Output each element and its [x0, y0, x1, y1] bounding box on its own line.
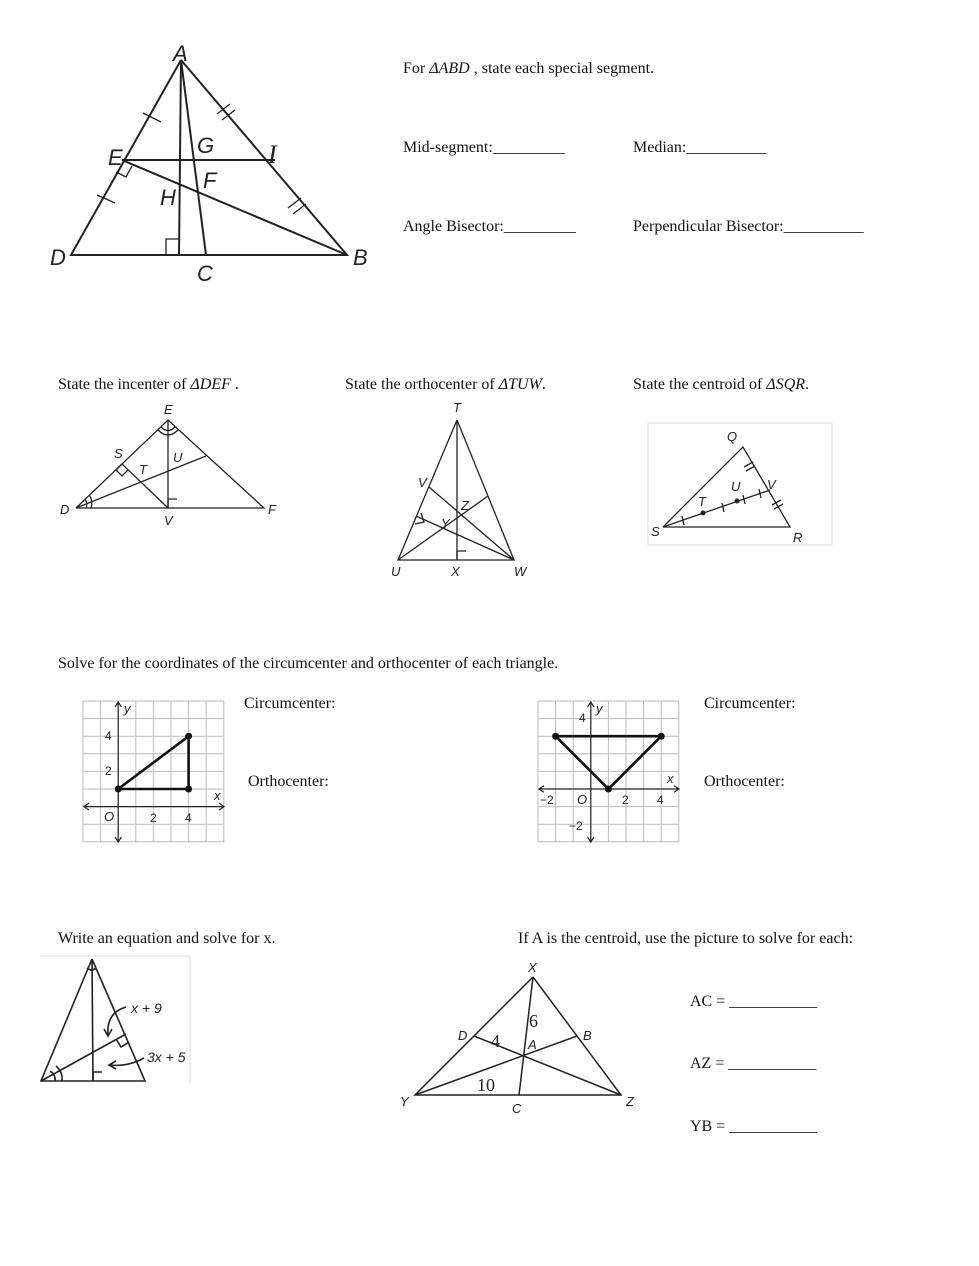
- bisector-equation-figure: [38, 955, 198, 1090]
- figure-label: V: [418, 475, 427, 490]
- figure-label: D: [60, 502, 70, 517]
- orthocenter-prompt: State the orthocenter of ΔTUW.: [345, 376, 546, 393]
- figure-label: y: [596, 701, 603, 716]
- figure-label: 4: [579, 711, 586, 725]
- triangle-def-figure: [55, 398, 285, 528]
- orthocenter-label-2: Orthocenter:: [704, 773, 785, 790]
- figure-label: 2: [150, 811, 157, 825]
- incenter-prompt: State the incenter of ΔDEF .: [58, 376, 239, 393]
- figure-label: y: [124, 701, 131, 716]
- coordinate-graph-1: [82, 700, 227, 845]
- figure-label: T: [139, 462, 147, 477]
- label-f: F: [203, 168, 217, 193]
- label-a: A: [173, 41, 188, 66]
- angle-bisector-blank[interactable]: Angle Bisector:_________: [403, 218, 576, 235]
- figure-label: X: [451, 564, 460, 579]
- figure-label: X: [528, 960, 537, 975]
- figure-label: S: [114, 446, 123, 461]
- figure-label: S: [651, 524, 660, 539]
- triangle-abd-figure: [40, 35, 380, 285]
- expr-3x-plus-5: 3x + 5: [147, 1049, 186, 1065]
- figure-label: 4: [657, 793, 664, 807]
- figure-label: −2: [569, 819, 583, 833]
- centroid-solve-prompt: If A is the centroid, use the picture to solve for each:: [518, 930, 854, 947]
- point-t: [701, 511, 706, 516]
- figure-label: V: [164, 513, 173, 528]
- figure-label: T: [453, 400, 461, 415]
- orthocenter-label-1: Orthocenter:: [248, 773, 329, 790]
- figure-label: 2: [105, 764, 112, 778]
- figure-label: C: [512, 1101, 522, 1116]
- label-c: C: [197, 261, 213, 286]
- triangle-tuw-figure: [385, 398, 545, 583]
- answer-az[interactable]: AZ = ___________: [690, 1055, 817, 1072]
- centroid-prompt: State the centroid of ΔSQR.: [633, 376, 810, 393]
- figure-label: U: [391, 564, 401, 579]
- length-4: 4: [491, 1031, 500, 1051]
- triangle-abd: ΔABD: [429, 60, 470, 77]
- point-u: [735, 499, 740, 504]
- figure-label: D: [458, 1028, 468, 1043]
- figure-label: 2: [622, 793, 629, 807]
- figure-label: O: [104, 809, 115, 824]
- perpendicular-bisector-blank[interactable]: Perpendicular Bisector:__________: [633, 218, 864, 235]
- figure-label: Z: [626, 1094, 634, 1109]
- figure-label: Y: [400, 1094, 409, 1109]
- expr-x-plus-9: x + 9: [131, 1000, 162, 1016]
- figure-label: x: [214, 788, 221, 803]
- triangle-sqr-figure: [647, 422, 837, 552]
- figure-label: Z: [461, 498, 469, 513]
- label-b: B: [353, 245, 368, 270]
- figure-label: B: [583, 1028, 592, 1043]
- figure-label: W: [514, 564, 527, 579]
- label-g: G: [197, 133, 215, 158]
- figure-label: O: [577, 792, 588, 807]
- figure-label: A: [528, 1037, 537, 1052]
- figure-label: Y: [441, 516, 450, 531]
- equation-prompt: Write an equation and solve for x.: [58, 930, 276, 947]
- figure-label: 4: [105, 729, 112, 743]
- circumcenter-label-2: Circumcenter:: [704, 695, 796, 712]
- figure-label: T: [698, 494, 706, 509]
- circumcenter-label-1: Circumcenter:: [244, 695, 336, 712]
- figure-label: Q: [727, 429, 738, 444]
- figure-label: F: [268, 502, 276, 517]
- midsegment-blank[interactable]: Mid-segment:_________: [403, 139, 565, 156]
- triangle-xyz-centroid-figure: [395, 952, 645, 1122]
- coordinate-graph-2: [537, 700, 682, 845]
- figure-label: V: [767, 477, 776, 492]
- label-h: H: [160, 185, 176, 210]
- section1-prompt: For ΔABD , state each special segment.: [403, 60, 655, 77]
- label-i: I: [268, 140, 277, 169]
- figure-label: E: [164, 402, 173, 417]
- figure-label: x: [667, 771, 674, 786]
- figure-label: −2: [540, 793, 554, 807]
- answer-ac[interactable]: AC = ___________: [690, 993, 818, 1010]
- figure-label: 4: [185, 811, 192, 825]
- figure-label: U: [731, 479, 741, 494]
- label-d: D: [50, 245, 66, 270]
- figure-label: U: [173, 450, 183, 465]
- label-e: E: [108, 145, 123, 170]
- length-10: 10: [477, 1075, 495, 1095]
- length-6: 6: [529, 1011, 538, 1031]
- answer-yb[interactable]: YB = ___________: [690, 1118, 818, 1135]
- median-blank[interactable]: Median:__________: [633, 139, 767, 156]
- coordinates-prompt: Solve for the coordinates of the circumcenter and orthocenter of each triangle.: [58, 655, 559, 672]
- figure-label: R: [793, 530, 803, 545]
